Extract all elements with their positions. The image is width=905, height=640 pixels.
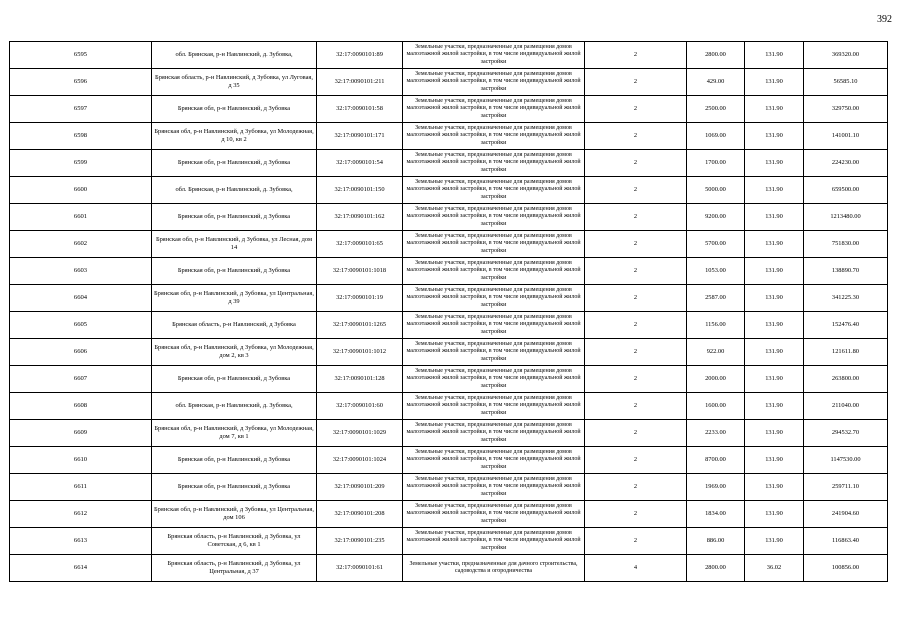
cadastral-value-cell: 294532.70: [804, 420, 888, 447]
area-cell: 429.00: [687, 69, 745, 96]
cadastral-value-cell: 56585.10: [804, 69, 888, 96]
table-row: [10, 393, 888, 420]
cadastral-value-cell: 1147530.00: [804, 447, 888, 474]
row-number-cell: 6599: [10, 150, 152, 177]
table-row: [10, 96, 888, 123]
cadastral-value-cell: 116863.40: [804, 528, 888, 555]
cadastral-value-cell: 751830.00: [804, 231, 888, 258]
category-cell: 2: [585, 393, 687, 420]
table-row: [10, 555, 888, 582]
permitted-use-cell: Земельные участки, предназначенные для размещения домов малоэтажной жилой застройки, в том числе индивидуальной жилой застройки: [403, 501, 585, 528]
cadastral-number-cell: 32:17:0090101:1012: [317, 339, 403, 366]
category-cell: 2: [585, 177, 687, 204]
cadastral-number-cell: 32:17:0090101:58: [317, 96, 403, 123]
permitted-use-cell: Земельные участки, предназначенные для размещения домов малоэтажной жилой застройки, в том числе индивидуальной жилой застройки: [403, 42, 585, 69]
address-cell: обл. Брянская, р-н Навлинский, д. Зубовка,: [152, 393, 317, 420]
area-cell: 1834.00: [687, 501, 745, 528]
area-cell: 2800.00: [687, 42, 745, 69]
address-cell: Брянская обл, р-н Навлинский, д Зубовка, ул Лесная, дом 14: [152, 231, 317, 258]
address-cell: Брянская область, р-н Навлинский, д Зубовка, ул Луговая, д 35: [152, 69, 317, 96]
cadastral-value-cell: 659500.00: [804, 177, 888, 204]
address-cell: Брянская обл, р-н Навлинский, д Зубовка: [152, 96, 317, 123]
row-number-cell: 6600: [10, 177, 152, 204]
cadastral-number-cell: 32:17:0090101:61: [317, 555, 403, 582]
cadastral-value-cell: 329750.00: [804, 96, 888, 123]
table-row: [10, 312, 888, 339]
category-cell: 2: [585, 312, 687, 339]
category-cell: 2: [585, 339, 687, 366]
area-cell: 1156.00: [687, 312, 745, 339]
category-cell: 2: [585, 42, 687, 69]
address-cell: Брянская обл, р-н Навлинский, д Зубовка: [152, 150, 317, 177]
permitted-use-cell: Земельные участки, предназначенные для размещения домов малоэтажной жилой застройки, в том числе индивидуальной жилой застройки: [403, 231, 585, 258]
permitted-use-cell: Земельные участки, предназначенные для размещения домов малоэтажной жилой застройки, в том числе индивидуальной жилой застройки: [403, 177, 585, 204]
row-number-cell: 6596: [10, 69, 152, 96]
cadastral-value-cell: 259711.10: [804, 474, 888, 501]
category-cell: 2: [585, 69, 687, 96]
cadastral-value-cell: 100856.00: [804, 555, 888, 582]
table-row: [10, 474, 888, 501]
area-cell: 922.00: [687, 339, 745, 366]
rate-cell: 131.90: [745, 366, 804, 393]
permitted-use-cell: Земельные участки, предназначенные для размещения домов малоэтажной жилой застройки, в том числе индивидуальной жилой застройки: [403, 69, 585, 96]
permitted-use-cell: Земельные участки, предназначенные для размещения домов малоэтажной жилой застройки, в том числе индивидуальной жилой застройки: [403, 447, 585, 474]
area-cell: 2800.00: [687, 555, 745, 582]
rate-cell: 131.90: [745, 393, 804, 420]
area-cell: 2000.00: [687, 366, 745, 393]
row-number-cell: 6612: [10, 501, 152, 528]
cadastral-value-cell: 152476.40: [804, 312, 888, 339]
area-cell: 2233.00: [687, 420, 745, 447]
table-row: [10, 204, 888, 231]
permitted-use-cell: Земельные участки, предназначенные для размещения домов малоэтажной жилой застройки, в том числе индивидуальной жилой застройки: [403, 393, 585, 420]
row-number-cell: 6606: [10, 339, 152, 366]
rate-cell: 131.90: [745, 339, 804, 366]
table-row: [10, 150, 888, 177]
permitted-use-cell: Земельные участки, предназначенные для размещения домов малоэтажной жилой застройки, в том числе индивидуальной жилой застройки: [403, 258, 585, 285]
cadastral-value-cell: 121611.80: [804, 339, 888, 366]
row-number-cell: 6601: [10, 204, 152, 231]
cadastral-number-cell: 32:17:0090101:19: [317, 285, 403, 312]
address-cell: Брянская обл, р-н Навлинский, д Зубовка, ул Центральная, дом 106: [152, 501, 317, 528]
permitted-use-cell: Земельные участки, предназначенные для размещения домов малоэтажной жилой застройки, в том числе индивидуальной жилой застройки: [403, 366, 585, 393]
row-number-cell: 6595: [10, 42, 152, 69]
cadastral-number-cell: 32:17:0090101:1018: [317, 258, 403, 285]
permitted-use-cell: Земельные участки, предназначенные для размещения домов малоэтажной жилой застройки, в том числе индивидуальной жилой застройки: [403, 312, 585, 339]
category-cell: 2: [585, 231, 687, 258]
permitted-use-cell: Земельные участки, предназначенные для размещения домов малоэтажной жилой застройки, в том числе индивидуальной жилой застройки: [403, 150, 585, 177]
cadastral-number-cell: 32:17:0090101:1265: [317, 312, 403, 339]
table-row: [10, 69, 888, 96]
category-cell: 2: [585, 474, 687, 501]
permitted-use-cell: Земельные участки, предназначенные для размещения домов малоэтажной жилой застройки, в том числе индивидуальной жилой застройки: [403, 204, 585, 231]
row-number-cell: 6602: [10, 231, 152, 258]
cadastral-number-cell: 32:17:0090101:65: [317, 231, 403, 258]
address-cell: Брянская обл, р-н Навлинский, д Зубовка, ул Молодежная, дом 7, кв 1: [152, 420, 317, 447]
cadastral-value-cell: 1213480.00: [804, 204, 888, 231]
cadastral-value-cell: 211040.00: [804, 393, 888, 420]
rate-cell: 131.90: [745, 177, 804, 204]
table-row: [10, 339, 888, 366]
permitted-use-cell: Земельные участки, предназначенные для размещения домов малоэтажной жилой застройки, в том числе индивидуальной жилой застройки: [403, 339, 585, 366]
category-cell: 2: [585, 366, 687, 393]
cadastral-number-cell: 32:17:0090101:235: [317, 528, 403, 555]
rate-cell: 131.90: [745, 258, 804, 285]
address-cell: Брянская область, р-н Навлинский, д Зубовка, ул Советская, д 6, кв 1: [152, 528, 317, 555]
row-number-cell: 6610: [10, 447, 152, 474]
rate-cell: 131.90: [745, 312, 804, 339]
row-number-cell: 6598: [10, 123, 152, 150]
table-row: [10, 447, 888, 474]
category-cell: 2: [585, 528, 687, 555]
area-cell: 9200.00: [687, 204, 745, 231]
address-cell: Брянская обл, р-н Навлинский, д Зубовка: [152, 366, 317, 393]
area-cell: 1053.00: [687, 258, 745, 285]
rate-cell: 131.90: [745, 447, 804, 474]
row-number-cell: 6603: [10, 258, 152, 285]
address-cell: Брянская область, р-н Навлинский, д Зубовка, ул Центральная, д 37: [152, 555, 317, 582]
area-cell: 1969.00: [687, 474, 745, 501]
table-row: [10, 420, 888, 447]
area-cell: 8700.00: [687, 447, 745, 474]
registry-body: [10, 42, 888, 582]
cadastral-number-cell: 32:17:0090101:128: [317, 366, 403, 393]
land-registry-table: [9, 41, 888, 582]
category-cell: 2: [585, 501, 687, 528]
cadastral-number-cell: 32:17:0090101:150: [317, 177, 403, 204]
category-cell: 2: [585, 96, 687, 123]
area-cell: 1600.00: [687, 393, 745, 420]
row-number-cell: 6613: [10, 528, 152, 555]
cadastral-value-cell: 141001.10: [804, 123, 888, 150]
rate-cell: 131.90: [745, 42, 804, 69]
row-number-cell: 6611: [10, 474, 152, 501]
table-row: [10, 123, 888, 150]
address-cell: Брянская обл, р-н Навлинский, д Зубовка, ул Молодежная, дом 2, кв 3: [152, 339, 317, 366]
row-number-cell: 6597: [10, 96, 152, 123]
table-row: [10, 285, 888, 312]
cadastral-number-cell: 32:17:0090101:54: [317, 150, 403, 177]
cadastral-number-cell: 32:17:0090101:171: [317, 123, 403, 150]
cadastral-value-cell: 241904.60: [804, 501, 888, 528]
cadastral-number-cell: 32:17:0090101:1029: [317, 420, 403, 447]
area-cell: 886.00: [687, 528, 745, 555]
rate-cell: 131.90: [745, 123, 804, 150]
cadastral-number-cell: 32:17:0090101:60: [317, 393, 403, 420]
permitted-use-cell: Земельные участки, предназначенные для размещения домов малоэтажной жилой застройки, в том числе индивидуальной жилой застройки: [403, 285, 585, 312]
category-cell: 2: [585, 447, 687, 474]
cadastral-number-cell: 32:17:0090101:162: [317, 204, 403, 231]
category-cell: 2: [585, 150, 687, 177]
permitted-use-cell: Земельные участки, предназначенные для размещения домов малоэтажной жилой застройки, в том числе индивидуальной жилой застройки: [403, 528, 585, 555]
rate-cell: 131.90: [745, 420, 804, 447]
cadastral-number-cell: 32:17:0090101:1024: [317, 447, 403, 474]
rate-cell: 131.90: [745, 96, 804, 123]
page-number: 392: [877, 14, 892, 25]
row-number-cell: 6607: [10, 366, 152, 393]
table-row: [10, 366, 888, 393]
row-number-cell: 6609: [10, 420, 152, 447]
rate-cell: 131.90: [745, 474, 804, 501]
address-cell: Брянская обл, р-н Навлинский, д Зубовка, ул Молодежная, д 10, кв 2: [152, 123, 317, 150]
rate-cell: 131.90: [745, 285, 804, 312]
cadastral-value-cell: 138890.70: [804, 258, 888, 285]
cadastral-value-cell: 341225.30: [804, 285, 888, 312]
category-cell: 4: [585, 555, 687, 582]
category-cell: 2: [585, 258, 687, 285]
table-row: [10, 258, 888, 285]
rate-cell: 131.90: [745, 150, 804, 177]
cadastral-number-cell: 32:17:0090101:211: [317, 69, 403, 96]
row-number-cell: 6605: [10, 312, 152, 339]
category-cell: 2: [585, 420, 687, 447]
rate-cell: 131.90: [745, 204, 804, 231]
cadastral-value-cell: 224230.00: [804, 150, 888, 177]
category-cell: 2: [585, 285, 687, 312]
rate-cell: 131.90: [745, 528, 804, 555]
rate-cell: 131.90: [745, 231, 804, 258]
table-row: [10, 231, 888, 258]
row-number-cell: 6604: [10, 285, 152, 312]
cadastral-value-cell: 369320.00: [804, 42, 888, 69]
table-row: [10, 528, 888, 555]
table-row: [10, 177, 888, 204]
cadastral-number-cell: 32:17:0090101:208: [317, 501, 403, 528]
address-cell: Брянская обл, р-н Навлинский, д Зубовка, ул Центральная, д 39: [152, 285, 317, 312]
area-cell: 2587.00: [687, 285, 745, 312]
permitted-use-cell: Земельные участки, предназначенные для размещения домов малоэтажной жилой застройки, в том числе индивидуальной жилой застройки: [403, 96, 585, 123]
address-cell: Брянская обл, р-н Навлинский, д Зубовка: [152, 474, 317, 501]
address-cell: обл. Брянская, р-н Навлинский, д. Зубовка,: [152, 42, 317, 69]
table-row: [10, 42, 888, 69]
permitted-use-cell: Земельные участки, предназначенные для дачного строительства, садоводства и огородничества: [403, 555, 585, 582]
cadastral-value-cell: 263800.00: [804, 366, 888, 393]
address-cell: Брянская обл, р-н Навлинский, д Зубовка: [152, 258, 317, 285]
rate-cell: 131.90: [745, 501, 804, 528]
address-cell: Брянская область, р-н Навлинский, д Зубовка: [152, 312, 317, 339]
cadastral-number-cell: 32:17:0090101:89: [317, 42, 403, 69]
cadastral-number-cell: 32:17:0090101:209: [317, 474, 403, 501]
area-cell: 1069.00: [687, 123, 745, 150]
area-cell: 5000.00: [687, 177, 745, 204]
address-cell: Брянская обл, р-н Навлинский, д Зубовка: [152, 204, 317, 231]
address-cell: обл. Брянская, р-н Навлинский, д. Зубовка,: [152, 177, 317, 204]
permitted-use-cell: Земельные участки, предназначенные для размещения домов малоэтажной жилой застройки, в том числе индивидуальной жилой застройки: [403, 123, 585, 150]
rate-cell: 131.90: [745, 69, 804, 96]
area-cell: 1700.00: [687, 150, 745, 177]
rate-cell: 36.02: [745, 555, 804, 582]
row-number-cell: 6608: [10, 393, 152, 420]
table-row: [10, 501, 888, 528]
address-cell: Брянская обл, р-н Навлинский, д Зубовка: [152, 447, 317, 474]
category-cell: 2: [585, 204, 687, 231]
category-cell: 2: [585, 123, 687, 150]
row-number-cell: 6614: [10, 555, 152, 582]
permitted-use-cell: Земельные участки, предназначенные для размещения домов малоэтажной жилой застройки, в том числе индивидуальной жилой застройки: [403, 474, 585, 501]
area-cell: 2500.00: [687, 96, 745, 123]
area-cell: 5700.00: [687, 231, 745, 258]
permitted-use-cell: Земельные участки, предназначенные для размещения домов малоэтажной жилой застройки, в том числе индивидуальной жилой застройки: [403, 420, 585, 447]
